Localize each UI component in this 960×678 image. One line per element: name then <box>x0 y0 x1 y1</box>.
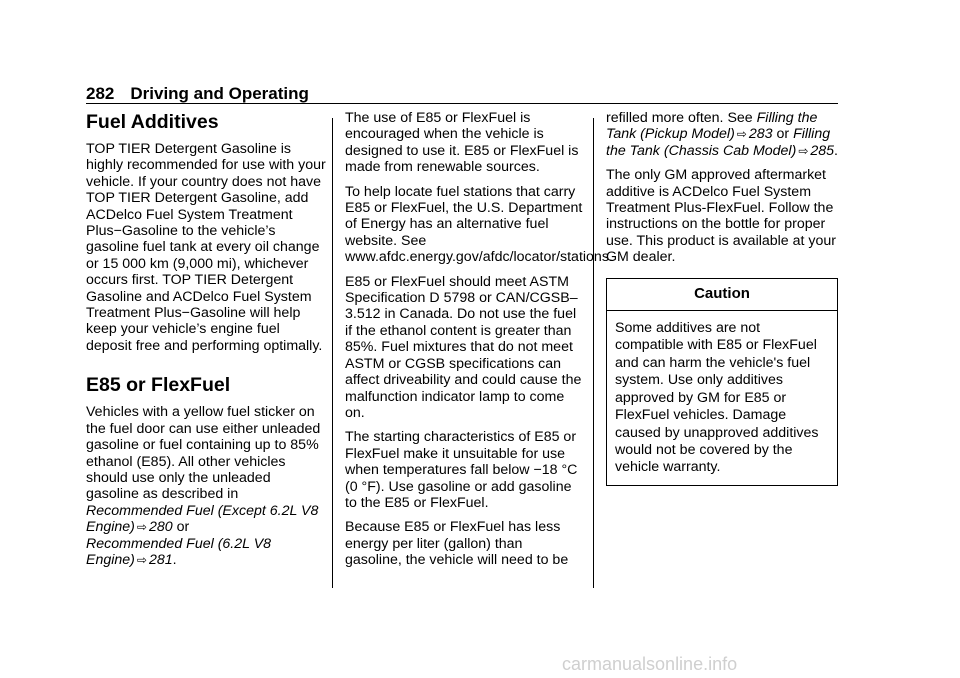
column-divider-2 <box>593 118 594 588</box>
column-1 <box>86 110 326 576</box>
paragraph-refilled-text: refilled more often. See <box>606 110 753 126</box>
xref-page-281[interactable]: 281 <box>148 551 173 568</box>
xref-filling-tank-pickup[interactable]: Filling the Tank (Pickup Model) <box>606 110 818 143</box>
xref-filling-tank-chassis-cab[interactable]: Filling the Tank (Chassis Cab Model) <box>606 126 831 159</box>
paragraph-yellow-sticker-text: Vehicles with a yellow fuel sticker on the fuel door can use either unleaded gasoline or fuel containing up to 85% ethanol (E85). All other vehicles should use only the unleaded gasoline as described in <box>86 404 321 503</box>
page-ref-arrow-icon: ⇨ <box>798 143 809 158</box>
paragraph-renewable: The use of E85 or FlexFuel is encouraged when the vehicle is designed to use it. E85 or FlexFuel is made from renewable sources. <box>345 110 579 176</box>
heading-e85-flexfuel: E85 or FlexFuel <box>86 374 231 397</box>
column-divider-1 <box>332 118 333 588</box>
page-ref-arrow-icon: ⇨ <box>136 552 147 567</box>
xref-recommended-fuel-62l[interactable]: Recommended Fuel (6.2L V8 Engine) <box>86 535 272 568</box>
page-number: 282 <box>86 84 115 103</box>
period: . <box>834 142 838 159</box>
column-2 <box>345 110 613 577</box>
watermark: carmanualsonline.info <box>562 654 738 674</box>
heading-fuel-additives: Fuel Additives <box>86 111 219 133</box>
page-ref-arrow-icon: ⇨ <box>736 127 747 142</box>
caution-body: Some additives are not compatible with E85 or FlexFuel and can harm the vehicle's fuel system. Use only additives approved by GM for E85 or FlexFuel vehicles. Damage caused by unapproved additives would not be covered by the vehicle warranty. <box>615 320 819 476</box>
paragraph-astm: E85 or FlexFuel should meet ASTM Specification D 5798 or CAN/CGSB–3.512 in Canada. Do not use the fuel if the ethanol content is greater than 85%. Fuel mixtures that do not meet ASTM or CGSB specifications can affect driveability and could cause the malfunction indicator lamp to come on. <box>345 273 582 421</box>
or-connector: or <box>176 519 190 536</box>
caution-box <box>606 278 838 486</box>
header-divider <box>86 103 838 104</box>
paragraph-starting: The starting characteristics of E85 or FlexFuel make it unsuitable for use when temperatures fall below −18 °C (0 °F). Use gasoline or add gasoline to the E85 or FlexFuel. <box>345 429 578 511</box>
or-connector: or <box>776 126 790 143</box>
page-ref-arrow-icon: ⇨ <box>136 520 147 535</box>
paragraph-refilled <box>606 110 840 159</box>
paragraph-gm-approved: The only GM approved aftermarket additive is ACDelco Fuel System Treatment Plus-FlexFuel. Follow the instructions on the bottle for proper use. This product is available at your GM dealer. <box>606 167 837 266</box>
running-header <box>86 84 309 104</box>
paragraph-less-energy: Because E85 or FlexFuel has less energy per liter (gallon) than gasoline, the vehicle will need to be <box>345 519 569 569</box>
period: . <box>172 551 177 568</box>
xref-page-283[interactable]: 283 <box>748 126 773 143</box>
xref-page-280[interactable]: 280 <box>148 519 173 536</box>
caution-title: Caution <box>607 279 837 311</box>
xref-page-285[interactable]: 285 <box>810 142 835 159</box>
column-3 <box>606 110 840 486</box>
section-title: Driving and Operating <box>130 84 309 103</box>
paragraph-top-tier: TOP TIER Detergent Gasoline is highly recommended for use with your vehicle. If your country does not have TOP TIER Detergent Gasoline, add ACDelco Fuel System Treatment Plus−Gasoline to the vehicle’s gasoline fuel tank at every oil change or 15 000 km (9,000 mi), whichever occurs first. TOP TIER Detergent Gasoline and ACDelco Fuel System Treatment Plus−Gasoline will help keep your vehicle’s engine fuel deposit free and performing optimally. <box>86 141 326 354</box>
paragraph-yellow-sticker <box>86 404 326 568</box>
xref-recommended-fuel-except[interactable]: Recommended Fuel (Except 6.2L V8 Engine) <box>86 502 319 536</box>
paragraph-locate-stations: To help locate fuel stations that carry E85 or FlexFuel, the U.S. Department of Energy has an alternative fuel website. See www.afdc.energy.gov/afdc/locator/stations. <box>345 183 613 266</box>
